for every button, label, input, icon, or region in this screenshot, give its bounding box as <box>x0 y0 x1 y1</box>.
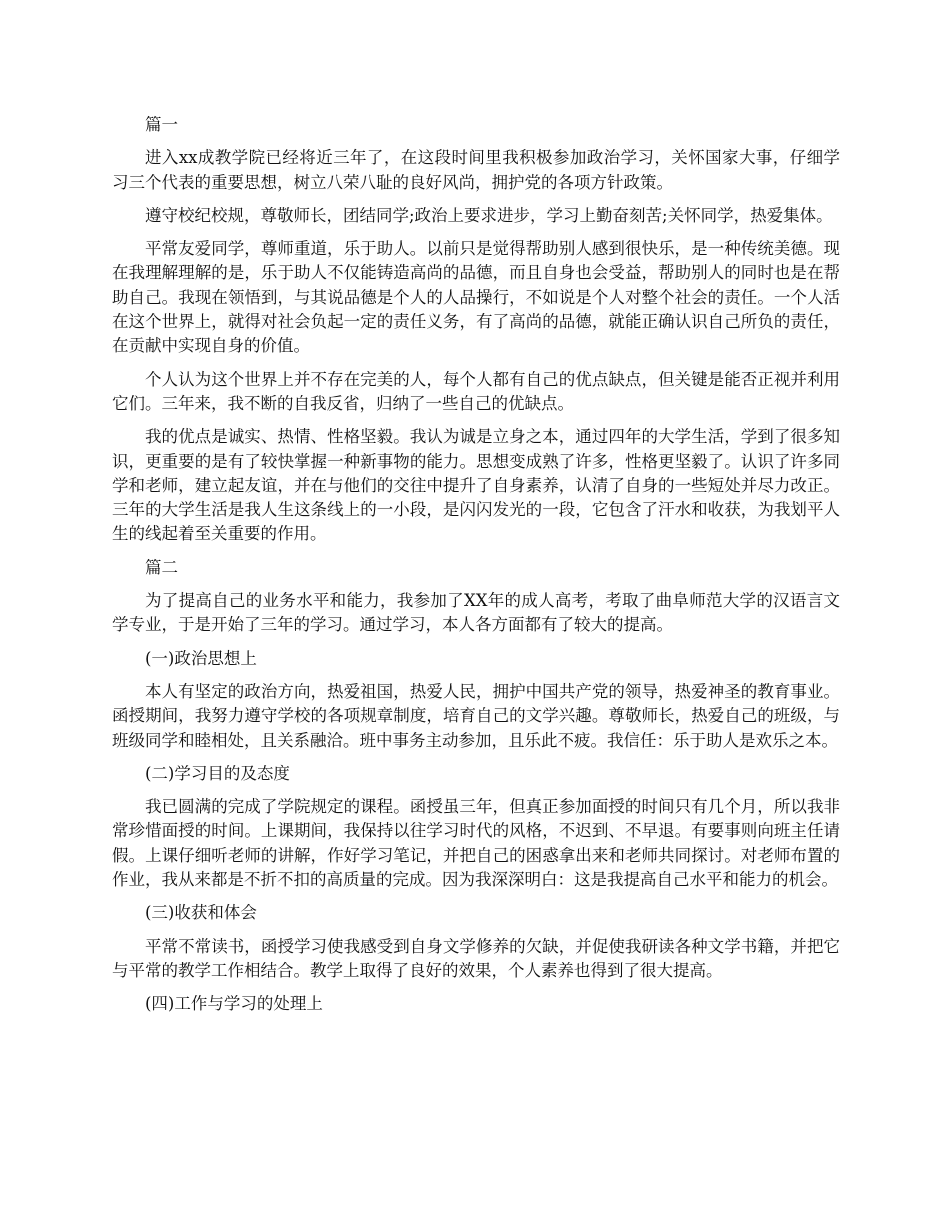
paragraph: 遵守校纪校规，尊敬师长，团结同学;政治上要求进步，学习上勤奋刻苦;关怀同学，热爱集体。 <box>145 205 833 225</box>
section-heading-part-two: 篇二 <box>145 557 178 577</box>
paragraph: 为了提高自己的业务水平和能力，我参加了XX年的成人高考，考取了曲阜师范大学的汉语言文学专业，于是开始了三年的学习。通过学习，本人各方面都有了较大的提高。 <box>112 591 840 635</box>
paragraph: 进入xx成教学院已经将近三年了，在这段时间里我积极参加政治学习，关怀国家大事，仔细学习三个代表的重要思想，树立八荣八耻的良好风尚，拥护党的各项方针政策。 <box>112 148 840 192</box>
section-heading-part-one: 篇一 <box>145 115 178 134</box>
paragraph: 平常友爱同学，尊师重道，乐于助人。以前只是觉得帮助别人感到很快乐，是一种传统美德。现在我理解理解的是，乐于助人不仅能铸造高尚的品德，而且自身也会受益，帮助别人的同时也是在帮助自己。我现在领悟到，与其说品德是个人的人品操行，不如说是个人对整个社会的责任。一个人活在这个世界上，就得对社会负起一定的责任义务，有了高尚的品德，就能正确认识自己所负的责任，在贡献中实现自身的价值。 <box>112 239 840 356</box>
paragraph: 本人有坚定的政治方向，热爱祖国，热爱人民，拥护中国共产党的领导，热爱神圣的教育事业。函授期间，我努力遵守学校的各项规章制度，培育自己的文学兴趣。尊敬师长，热爱自己的班级，与班级同学和睦相处，且关系融洽。班中事务主动参加，且乐此不疲。我信任：乐于助人是欢乐之本。 <box>112 681 840 750</box>
document-body <box>112 113 840 1026</box>
subheading-gains: (三)收获和体会 <box>145 903 257 923</box>
paragraph: 平常不常读书，函授学习使我感受到自身文学修养的欠缺，并促使我研读各种文学书籍，并把它与平常的教学工作相结合。教学上取得了良好的效果，个人素养也得到了很大提高。 <box>112 936 840 980</box>
subheading-study-attitude: (二)学习目的及态度 <box>145 763 290 783</box>
subheading-political-thought: (一)政治思想上 <box>145 648 257 668</box>
paragraph: 个人认为这个世界上并不存在完美的人，每个人都有自己的优点缺点，但关键是能否正视并利用它们。三年来，我不断的自我反省，归纳了一些自己的优缺点。 <box>112 369 840 413</box>
paragraph: 我已圆满的完成了学院规定的课程。函授虽三年，但真正参加面授的时间只有几个月，所以我非常珍惜面授的时间。上课期间，我保持以往学习时代的风格，不迟到、不早退。有要事则向班主任请假。上课仔细听老师的讲解，作好学习笔记，并把自己的困惑拿出来和老师共同探讨。对老师布置的作业，我从来都是不折不扣的高质量的完成。因为我深深明白：这是我提高自己水平和能力的机会。 <box>112 797 840 890</box>
subheading-work-and-study: (四)工作与学习的处理上 <box>145 994 323 1014</box>
paragraph: 我的优点是诚实、热情、性格坚毅。我认为诚是立身之本，通过四年的大学生活，学到了很多知识，更重要的是有了较快掌握一种新事物的能力。思想变成熟了许多，性格更坚毅了。认识了许多同学和老师，建立起友谊，并在与他们的交往中提升了自身素养，认清了自身的一些短处并尽力改正。三年的大学生活是我人生这条线上的一小段，是闪闪发光的一段，它包含了汗水和收获，为我划平人生的线起着至关重要的作用。 <box>112 427 840 544</box>
